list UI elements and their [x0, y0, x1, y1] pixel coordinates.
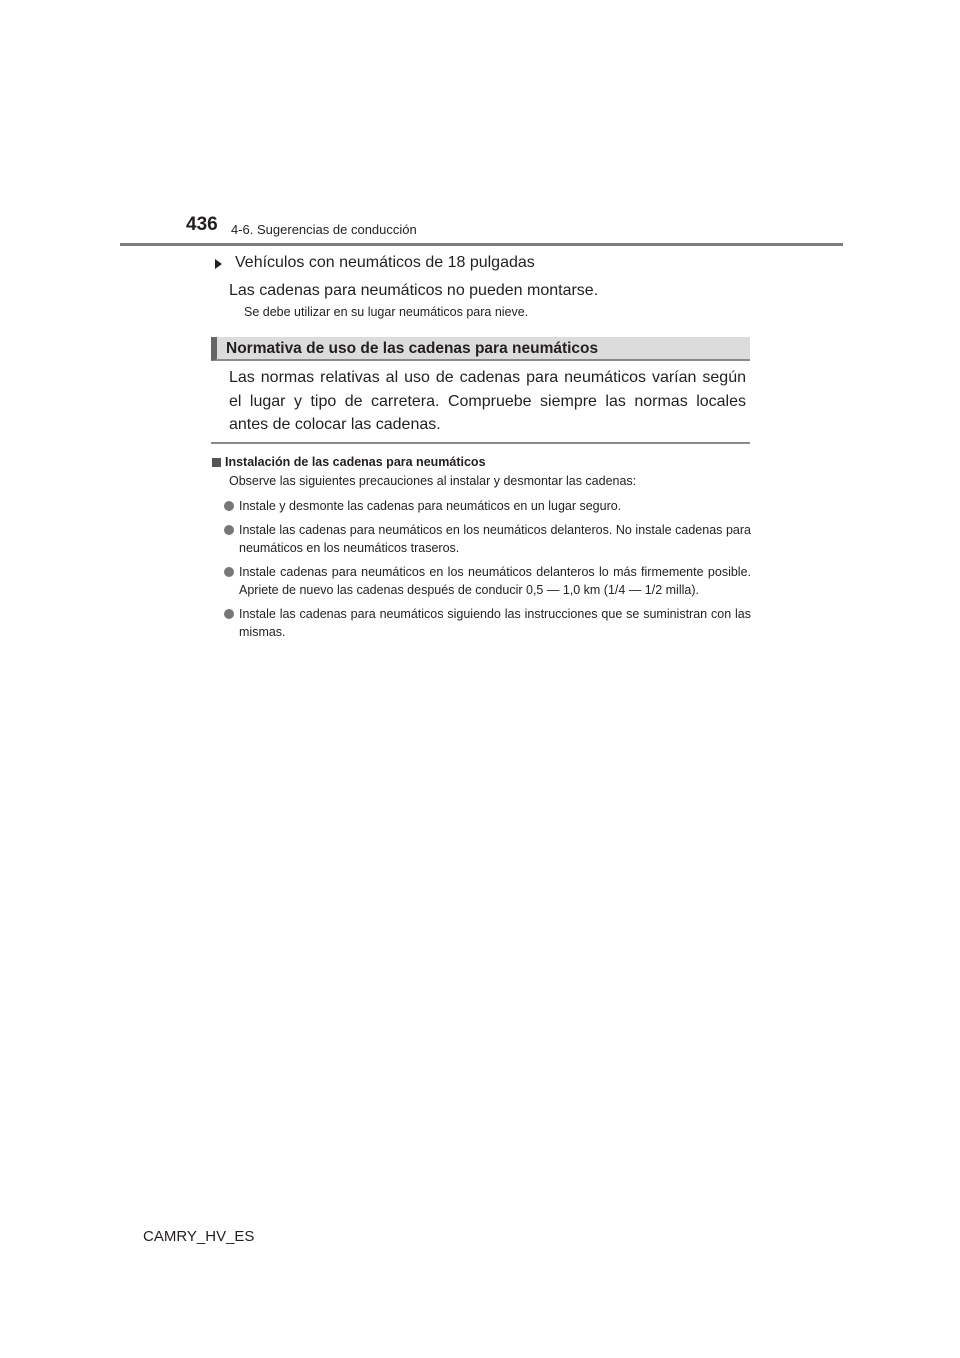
- list-item-text: Instale las cadenas para neumáticos siguiendo las instrucciones que se suministran con las mismas.: [239, 607, 751, 639]
- header-divider: [120, 243, 843, 246]
- section-divider: [211, 442, 750, 444]
- page-number: 436: [186, 214, 218, 235]
- bullet-dot-icon: [224, 567, 234, 577]
- vehicle-subheading: [215, 254, 535, 272]
- regulations-paragraph: Las normas relativas al uso de cadenas para neumáticos varían según el lugar y tipo de carretera. Compruebe siempre las normas locales antes de colocar las cadenas.: [229, 369, 746, 433]
- list-item-text: Instale las cadenas para neumáticos en los neumáticos delanteros. No instale cadenas para neumáticos en los neumáticos traseros.: [239, 523, 751, 555]
- list-item-text: Instale y desmonte las cadenas para neumáticos en un lugar seguro.: [239, 499, 622, 513]
- installation-heading-text: Instalación de las cadenas para neumáticos: [225, 455, 486, 469]
- installation-heading: [212, 455, 486, 469]
- bullet-dot-icon: [224, 501, 234, 511]
- list-item: [224, 521, 751, 557]
- list-item: [224, 563, 751, 599]
- list-item-text: Instale cadenas para neumáticos en los neumáticos delanteros lo más firmemente posible. Apriete de nuevo las cadenas después de conducir 0,5 — 1,0 km (1/4 — 1/2 milla).: [239, 565, 751, 597]
- chains-statement: Las cadenas para neumáticos no pueden montarse.: [229, 282, 599, 299]
- document-code: CAMRY_HV_ES: [143, 1228, 255, 1245]
- triangle-bullet-icon: [215, 259, 222, 269]
- list-item: [224, 497, 751, 515]
- installation-list: [224, 497, 751, 647]
- section-heading: Normativa de uso de las cadenas para neumáticos: [226, 340, 599, 357]
- list-item: [224, 605, 751, 641]
- installation-intro: Observe las siguientes precauciones al instalar y desmontar las cadenas:: [229, 474, 637, 488]
- vehicle-subheading-text: Vehículos con neumáticos de 18 pulgadas: [235, 254, 535, 271]
- bullet-dot-icon: [224, 609, 234, 619]
- section-heading-box: [211, 337, 750, 361]
- bullet-dot-icon: [224, 525, 234, 535]
- square-bullet-icon: [212, 458, 221, 467]
- snow-tire-note: Se debe utilizar en su lugar neumáticos para nieve.: [244, 305, 529, 319]
- section-title: 4-6. Sugerencias de conducción: [231, 222, 417, 237]
